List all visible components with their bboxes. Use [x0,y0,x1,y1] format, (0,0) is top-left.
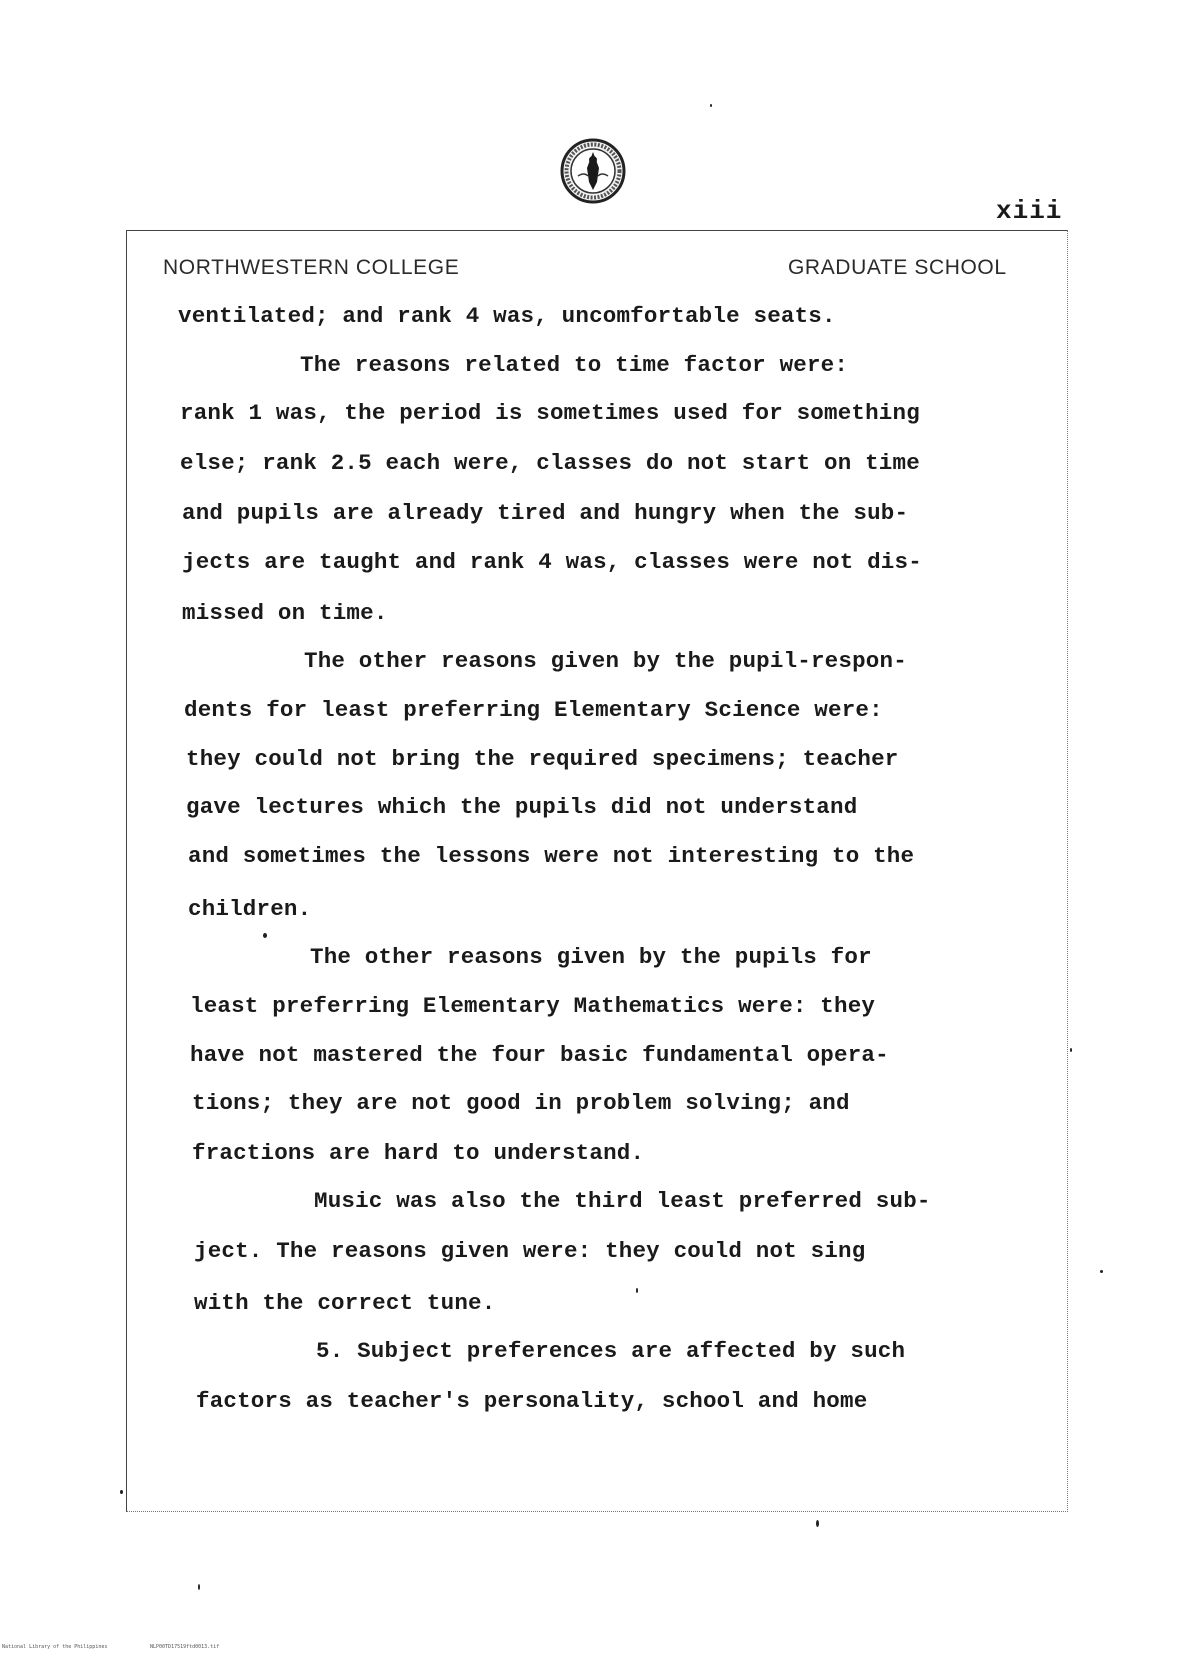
text-line: dents for least preferring Elementary Science were: [184,697,883,723]
text-line: tions; they are not good in problem solving; and [192,1090,850,1116]
text-line: else; rank 2.5 each were, classes do not start on time [180,450,920,476]
text-line: children. [188,896,312,922]
text-line: The reasons related to time factor were: [300,352,849,378]
scan-speck [816,1520,819,1527]
scan-speck [1100,1270,1103,1273]
text-line: The other reasons given by the pupil-respon- [304,648,907,674]
text-line: have not mastered the four basic fundamental opera- [190,1042,889,1068]
scan-speck [1070,1048,1072,1052]
college-seal-icon [560,138,626,204]
text-line: jects are taught and rank 4 was, classes were not dis- [182,549,922,575]
footer-library: National Library of the Philippines [2,1644,108,1650]
text-line: The other reasons given by the pupils for [310,944,872,970]
text-line: Music was also the third least preferred sub- [314,1188,931,1214]
scan-speck [636,1288,638,1293]
text-line: rank 1 was, the period is sometimes used for something [180,400,920,426]
text-line: and pupils are already tired and hungry when the sub- [182,500,909,526]
scan-speck [263,933,267,938]
institution-name: NORTHWESTERN COLLEGE [163,256,460,279]
text-line: with the correct tune. [194,1290,496,1316]
page-number: xiii [996,196,1063,226]
text-line: ventilated; and rank 4 was, uncomfortable seats. [178,303,836,329]
scan-speck [710,104,712,107]
text-line: and sometimes the lessons were not interesting to the [188,843,915,869]
text-line: factors as teacher's personality, school and home [196,1388,868,1414]
footer-file: NLP00TD17519ftd0013.tif [150,1644,220,1650]
school-name: GRADUATE SCHOOL [788,256,1007,279]
text-line: missed on time. [182,600,388,626]
text-line: ject. The reasons given were: they could not sing [194,1238,866,1264]
text-line: gave lectures which the pupils did not understand [186,794,858,820]
text-line: fractions are hard to understand. [192,1140,645,1166]
scan-speck [198,1584,200,1590]
text-line: they could not bring the required specimens; teacher [186,746,899,772]
scan-speck [120,1490,123,1494]
text-line: least preferring Elementary Mathematics were: they [190,993,876,1019]
text-line: 5. Subject preferences are affected by such [316,1338,906,1364]
